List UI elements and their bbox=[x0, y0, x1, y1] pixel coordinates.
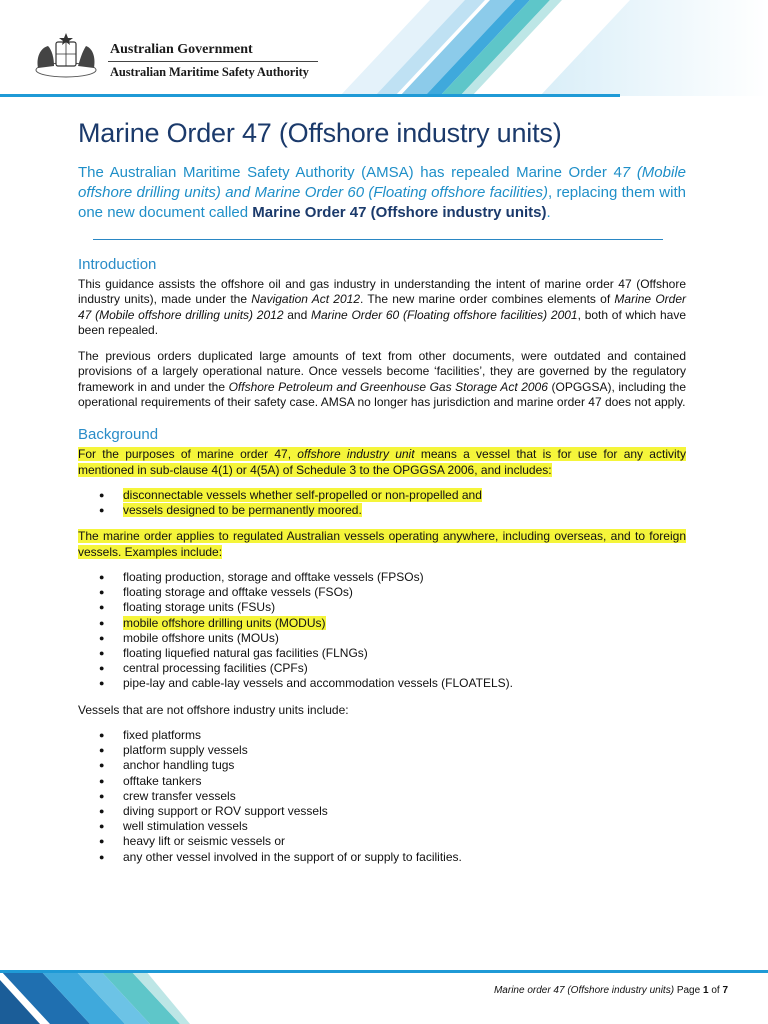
list-item: ● anchor handling tugs bbox=[78, 758, 686, 773]
footer-total-pages: 7 bbox=[722, 985, 728, 996]
list-item: ● floating storage units (FSUs) bbox=[78, 600, 686, 615]
text-run: The previous orders duplicated large amounts of text from other documents, were outdated and contained provisions of a largely operational nature. Once vessels become ‘facilities’, they are governed by the regulatory framework in and under the bbox=[78, 349, 686, 394]
text-run: . The new marine order combines elements of bbox=[360, 292, 615, 307]
summary-bold: Marine Order 47 (Offshore industry units) bbox=[252, 204, 547, 221]
highlighted-italic: offshore industry unit bbox=[297, 447, 415, 462]
list-item: ● pipe-lay and cable-lay vessels and accommodation vessels (FLOATELS). bbox=[78, 676, 686, 691]
list-item: ● heavy lift or seismic vessels or bbox=[78, 834, 686, 849]
summary-italic: 7 (Mobile offshore drilling units) and Marine Order 60 (Floating offshore facilities) bbox=[78, 164, 686, 201]
background-paragraph-3: Vessels that are not offshore industry units include: bbox=[78, 702, 349, 717]
list-item-text: disconnectable vessels whether self-propelled or non-propelled and bbox=[123, 487, 482, 502]
footer-page-number: 1 bbox=[702, 985, 709, 996]
header-rule bbox=[0, 94, 620, 97]
summary-text: . bbox=[546, 204, 551, 221]
page-footer bbox=[494, 985, 728, 996]
list-item: ● fixed platforms bbox=[78, 728, 686, 743]
highlighted-text: means a vessel that is for use for any activity mentioned in sub-clause 4(1) or 4(5A) of Schedule 3 to the OPGGSA 2006, and includes: bbox=[78, 447, 686, 477]
section-divider bbox=[93, 239, 663, 240]
background-paragraph-1 bbox=[78, 447, 686, 478]
document-body bbox=[78, 118, 686, 865]
page-header bbox=[0, 0, 768, 96]
list-item: ● floating storage and offtake vessels (FSOs) bbox=[78, 585, 686, 600]
list-item: ● crew transfer vessels bbox=[78, 789, 686, 804]
list-item: ● platform supply vessels bbox=[78, 743, 686, 758]
list-item bbox=[78, 503, 686, 518]
footer-doc-title: Marine order 47 (Offshore industry units) bbox=[493, 985, 675, 996]
highlighted-text: The marine order applies to regulated Australian vessels operating anywhere, including overseas, and to foreign vessels. Examples include: bbox=[78, 529, 686, 559]
spacer bbox=[78, 518, 686, 529]
italic-run: Offshore Petroleum and Greenhouse Gas Storage Act 2006 bbox=[228, 379, 548, 394]
footer-page-label: Page bbox=[676, 985, 701, 996]
introduction-paragraph-1 bbox=[78, 277, 686, 338]
list-item: ● well stimulation vessels bbox=[78, 819, 686, 834]
background-heading: Background bbox=[78, 426, 159, 444]
list-item bbox=[78, 488, 686, 503]
list-item: ● mobile offshore units (MOUs) bbox=[78, 631, 686, 646]
text-run: and bbox=[283, 307, 312, 322]
list-item: ● central processing facilities (CPFs) bbox=[78, 661, 686, 676]
highlighted-text: For the purposes of marine order 47, bbox=[78, 447, 298, 462]
summary-text: The Australian Maritime Safety Authority (AMSA) has repealed Marine Order 4 bbox=[78, 164, 622, 181]
summary-text: , replacing them with one new document called bbox=[78, 184, 686, 221]
footer-of-label: of bbox=[711, 985, 720, 996]
coat-of-arms-logo bbox=[30, 30, 102, 80]
list-item: ● diving support or ROV support vessels bbox=[78, 804, 686, 819]
italic-run: Marine Order 47 (Mobile offshore drilling units) 2012 bbox=[78, 292, 686, 322]
italic-run: Navigation Act 2012 bbox=[251, 292, 360, 307]
list-item-text: vessels designed to be permanently moored. bbox=[123, 503, 362, 518]
government-name: Australian Government bbox=[110, 42, 253, 57]
list-item bbox=[78, 616, 686, 631]
page-title: Marine Order 47 (Offshore industry units) bbox=[78, 118, 562, 148]
exclusions-list bbox=[78, 728, 686, 865]
examples-list bbox=[78, 570, 686, 692]
spacer bbox=[78, 692, 686, 703]
italic-run: Marine Order 60 (Floating offshore facilities) 2001 bbox=[311, 307, 578, 322]
text-run: , both of which have been repealed. bbox=[78, 307, 686, 337]
list-item: ● floating liquefied natural gas facilities (FLNGs) bbox=[78, 646, 686, 661]
list-item: ● offtake tankers bbox=[78, 774, 686, 789]
footer-rule bbox=[0, 970, 768, 973]
list-item: ● floating production, storage and offtake vessels (FPSOs) bbox=[78, 570, 686, 585]
includes-list bbox=[78, 488, 686, 518]
summary-paragraph bbox=[78, 163, 686, 223]
text-run: (OPGGSA), including the operational requirements of their safety case. AMSA no longer has jurisdiction and marine order 47 does not apply. bbox=[78, 379, 687, 410]
text-run: This guidance assists the offshore oil and gas industry in understanding the intent of marine order 47 (Offshore industry units), made under the bbox=[78, 277, 686, 307]
agency-name: Australian Maritime Safety Authority bbox=[110, 65, 309, 79]
list-item-text: mobile offshore drilling units (MODUs) bbox=[123, 615, 326, 630]
introduction-paragraph-2 bbox=[78, 349, 686, 410]
header-divider bbox=[108, 61, 318, 62]
introduction-heading: Introduction bbox=[78, 256, 157, 273]
footer-stripes-graphic bbox=[0, 970, 190, 1024]
background-paragraph-2 bbox=[78, 529, 686, 560]
header-stripes-graphic bbox=[300, 0, 768, 96]
list-item: ● any other vessel involved in the support of or supply to facilities. bbox=[78, 850, 686, 865]
